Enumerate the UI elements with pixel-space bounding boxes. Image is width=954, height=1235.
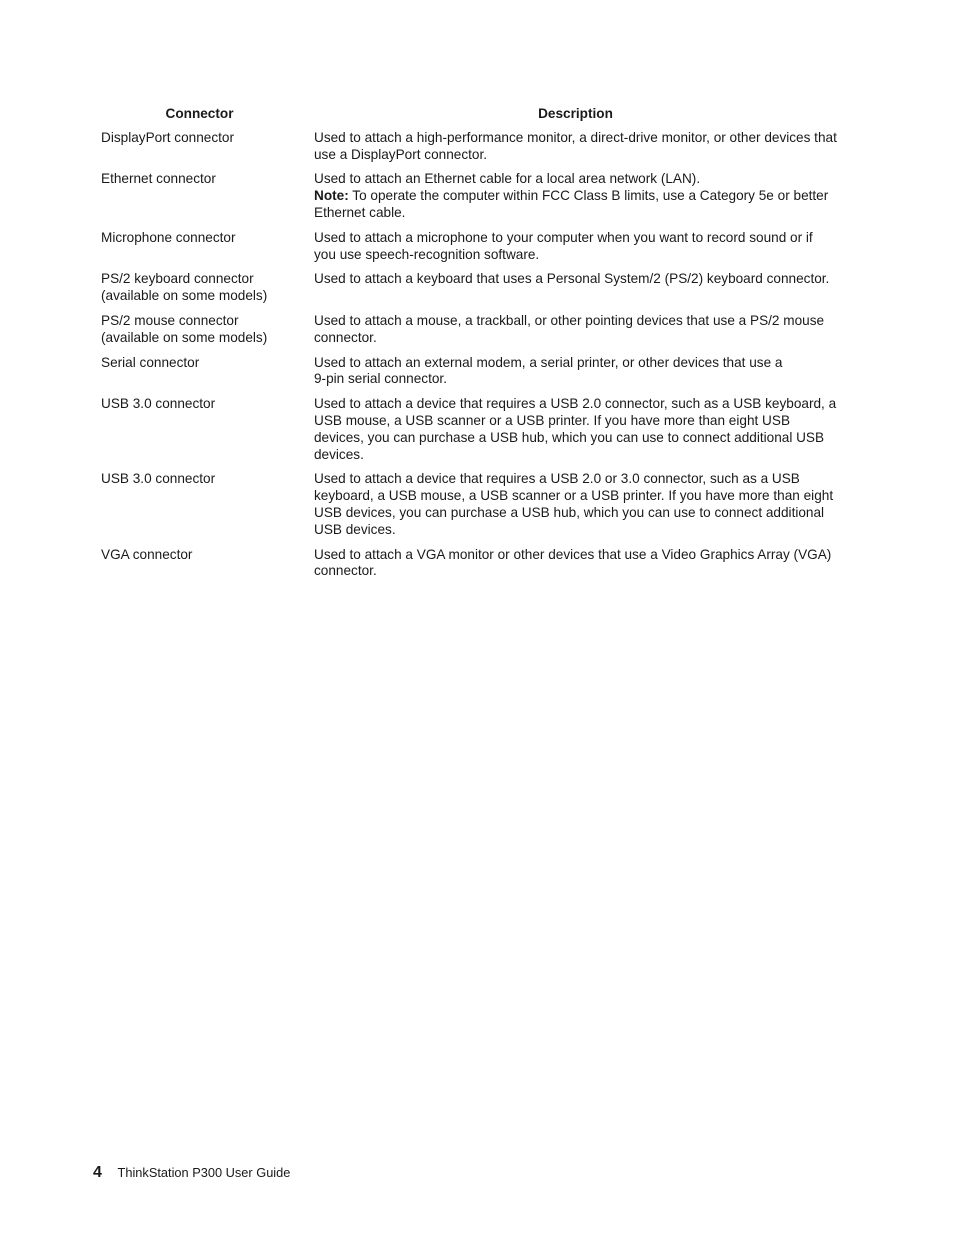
table-row [93, 228, 845, 270]
table-row [93, 545, 845, 587]
connector-name-line: USB 3.0 connector [101, 396, 216, 412]
description-text: Used to attach an Ethernet cable for a local area network (LAN). [314, 171, 701, 187]
description-text: Used to attach a mouse, a trackball, or other pointing devices that use a PS/2 mouse connector. [314, 312, 825, 345]
connector-name-line: PS/2 mouse connector [101, 312, 239, 328]
connector-name [93, 169, 306, 227]
connector-name [93, 128, 306, 170]
connector-description [306, 469, 845, 544]
connector-description [306, 311, 845, 353]
connector-name [93, 269, 306, 311]
connector-name-line: VGA connector [101, 546, 193, 562]
header-description: Description [538, 106, 613, 121]
table-row [93, 353, 845, 395]
description-text: Used to attach a high-performance monitor, a direct-drive monitor, or other devices that use a DisplayPort connector. [314, 129, 837, 162]
connector-name [93, 353, 306, 395]
header-connector: Connector [165, 106, 234, 121]
note-text: To operate the computer within FCC Class B limits, use a Category 5e or better Ethernet cable. [314, 188, 829, 220]
connector-description [306, 394, 845, 469]
description-text: Used to attach an external modem, a serial printer, or other devices that use a [314, 354, 783, 370]
connector-description [306, 128, 845, 170]
connector-description [306, 169, 845, 227]
connector-name [93, 545, 306, 587]
connector-name-line: DisplayPort connector [101, 129, 234, 145]
table-row [93, 269, 845, 311]
connector-name-line: PS/2 keyboard connector [101, 271, 254, 287]
table-row [93, 169, 845, 227]
note-label: Note: [314, 188, 349, 204]
page-number: 4 [93, 1164, 102, 1181]
table-row [93, 394, 845, 469]
connector-name [93, 469, 306, 544]
page-footer [93, 1164, 290, 1182]
connector-table [93, 104, 845, 586]
description-text-cont: 9-pin serial connector. [314, 371, 447, 387]
document-title: ThinkStation P300 User Guide [117, 1165, 291, 1180]
connector-description [306, 228, 845, 270]
description-text: Used to attach a VGA monitor or other devices that use a Video Graphics Array (VGA) connector. [314, 546, 832, 579]
connector-name [93, 228, 306, 270]
connector-availability: (available on some models) [101, 288, 268, 304]
connector-name-line: USB 3.0 connector [101, 471, 216, 487]
table-header-row [93, 104, 845, 128]
connector-name [93, 394, 306, 469]
description-text: Used to attach a device that requires a USB 2.0 connector, such as a USB keyboard, a USB mouse, a USB scanner or a USB printer. If you have more than eight USB devices, you can purchase a USB hub, which you can use to connect additional USB devices. [314, 396, 837, 462]
connector-availability: (available on some models) [101, 329, 268, 345]
note [314, 188, 837, 222]
connector-description [306, 269, 845, 311]
table-row [93, 311, 845, 353]
connector-name-line: Serial connector [101, 354, 200, 370]
description-text: Used to attach a microphone to your computer when you want to record sound or if you use speech-recognition software. [314, 229, 813, 262]
connector-name [93, 311, 306, 353]
description-text: Used to attach a keyboard that uses a Personal System/2 (PS/2) keyboard connector. [314, 271, 830, 287]
connector-name-line: Ethernet connector [101, 171, 216, 187]
connector-description [306, 353, 845, 395]
connector-name-line: Microphone connector [101, 229, 236, 245]
description-text: Used to attach a device that requires a USB 2.0 or 3.0 connector, such as a USB keyboard, a USB mouse, a USB scanner or a USB printer. If you have more than eight USB devices, you can purchase a USB hub, which you can use to connect additional USB devices. [314, 471, 834, 537]
table-row [93, 128, 845, 170]
table-row [93, 469, 845, 544]
connector-description [306, 545, 845, 587]
